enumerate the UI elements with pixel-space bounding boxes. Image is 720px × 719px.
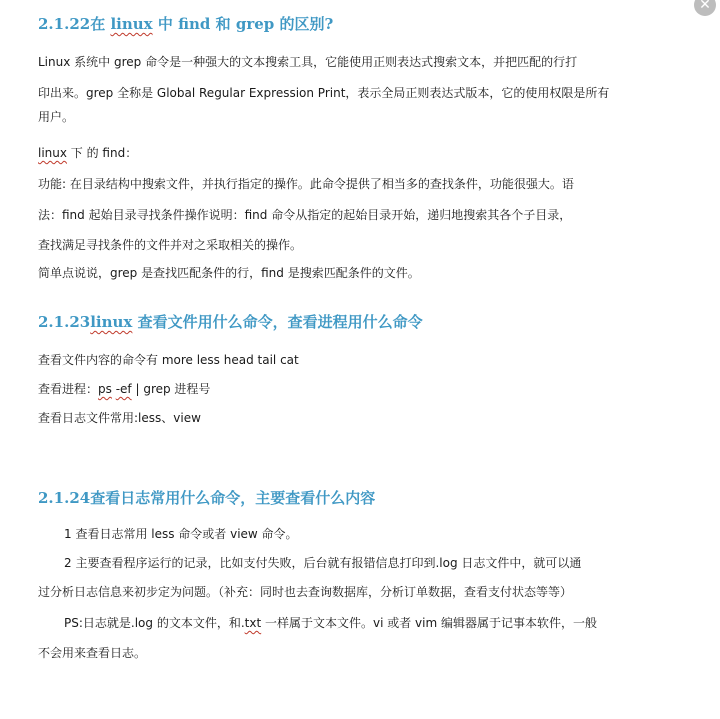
paragraph-line: 不会用来查看日志。 bbox=[38, 646, 147, 660]
paragraph-line: 查看日志文件常用:less、view bbox=[38, 411, 201, 425]
ps-note-post: 一样属于文本文件。vi 或者 vim 编辑器属于记事本软件，一般 bbox=[261, 616, 597, 630]
heading-prefix: 2.1.23 bbox=[38, 313, 91, 331]
heading-mid-grep: 和 grep bbox=[215, 15, 275, 33]
view-commands bbox=[38, 348, 299, 430]
process-rest: | grep 进程号 bbox=[131, 382, 211, 396]
heading-2-1-24: 2.1.24查看日志常用什么命令，主要查看什么内容 bbox=[38, 489, 376, 507]
cmd-ef: -ef bbox=[115, 382, 132, 396]
ps-note-pre: PS:日志就是.log 的文本文件，和. bbox=[64, 616, 245, 630]
paragraph-line: 简单点说说，grep 是查找匹配条件的行，find 是搜索匹配条件的文件。 bbox=[38, 266, 420, 280]
paragraph-line: 查看文件内容的命令有 more less head tail cat bbox=[38, 353, 299, 367]
heading-mid: 中 bbox=[157, 15, 173, 33]
list-item: 1 查看日志常用 less 命令或者 view 命令。 bbox=[64, 527, 298, 541]
find-description bbox=[38, 141, 574, 285]
heading-prefix: 2.1.22在 bbox=[38, 15, 106, 33]
grep-description bbox=[38, 50, 609, 129]
find-intro bbox=[38, 141, 574, 165]
paragraph-line: 法：find 起始目录寻找条件操作说明：find 命令从指定的起始目录开始，递归地搜索其各个子目录， bbox=[38, 208, 572, 222]
paragraph-line: 用户。 bbox=[38, 110, 75, 124]
close-icon[interactable]: ✕ bbox=[694, 0, 716, 16]
heading-word-linux: linux bbox=[90, 313, 133, 331]
heading-word-linux: linux bbox=[110, 15, 153, 33]
cmd-ps: ps bbox=[98, 382, 112, 396]
paragraph-line: 过分析日志信息来初步定为问题。（补充：同时也去查询数据库，分析订单数据，查看支付状态等等） bbox=[38, 585, 573, 599]
paragraph-line: 查找满足寻找条件的文件并对之采取相关的操作。 bbox=[38, 238, 303, 252]
paragraph-line: Linux 系统中 grep 命令是一种强大的文本搜索工具，它能使用正则表达式搜索文本，并把匹配的行打 bbox=[38, 55, 578, 69]
process-command-line bbox=[38, 377, 299, 401]
txt-word: txt bbox=[244, 616, 262, 630]
paragraph-line: 印出来。grep 全称是 Global Regular Expression Print，表示全局正则表达式版本，它的使用权限是所有 bbox=[38, 86, 610, 100]
heading-rest: 查看文件用什么命令，查看进程用什么命令 bbox=[132, 313, 423, 331]
log-description bbox=[38, 522, 597, 665]
heading-suffix: 的区别? bbox=[279, 15, 334, 33]
heading-2-1-23 bbox=[38, 311, 423, 332]
list-item: 2 主要查看程序运行的记录，比如支付失败，后台就有报错信息打印到.log 日志文件中，就可以通 bbox=[64, 556, 582, 570]
find-intro-word: linux bbox=[38, 146, 67, 160]
heading-word-find: find bbox=[178, 15, 211, 33]
ps-note bbox=[38, 611, 597, 635]
heading-2-1-22 bbox=[38, 13, 333, 34]
paragraph-line: 功能: 在目录结构中搜索文件，并执行指定的操作。此命令提供了相当多的查找条件，功能很强大。语 bbox=[38, 177, 574, 191]
find-intro-rest: 下 的 find： bbox=[66, 146, 138, 160]
process-prefix: 查看进程： bbox=[38, 382, 99, 396]
